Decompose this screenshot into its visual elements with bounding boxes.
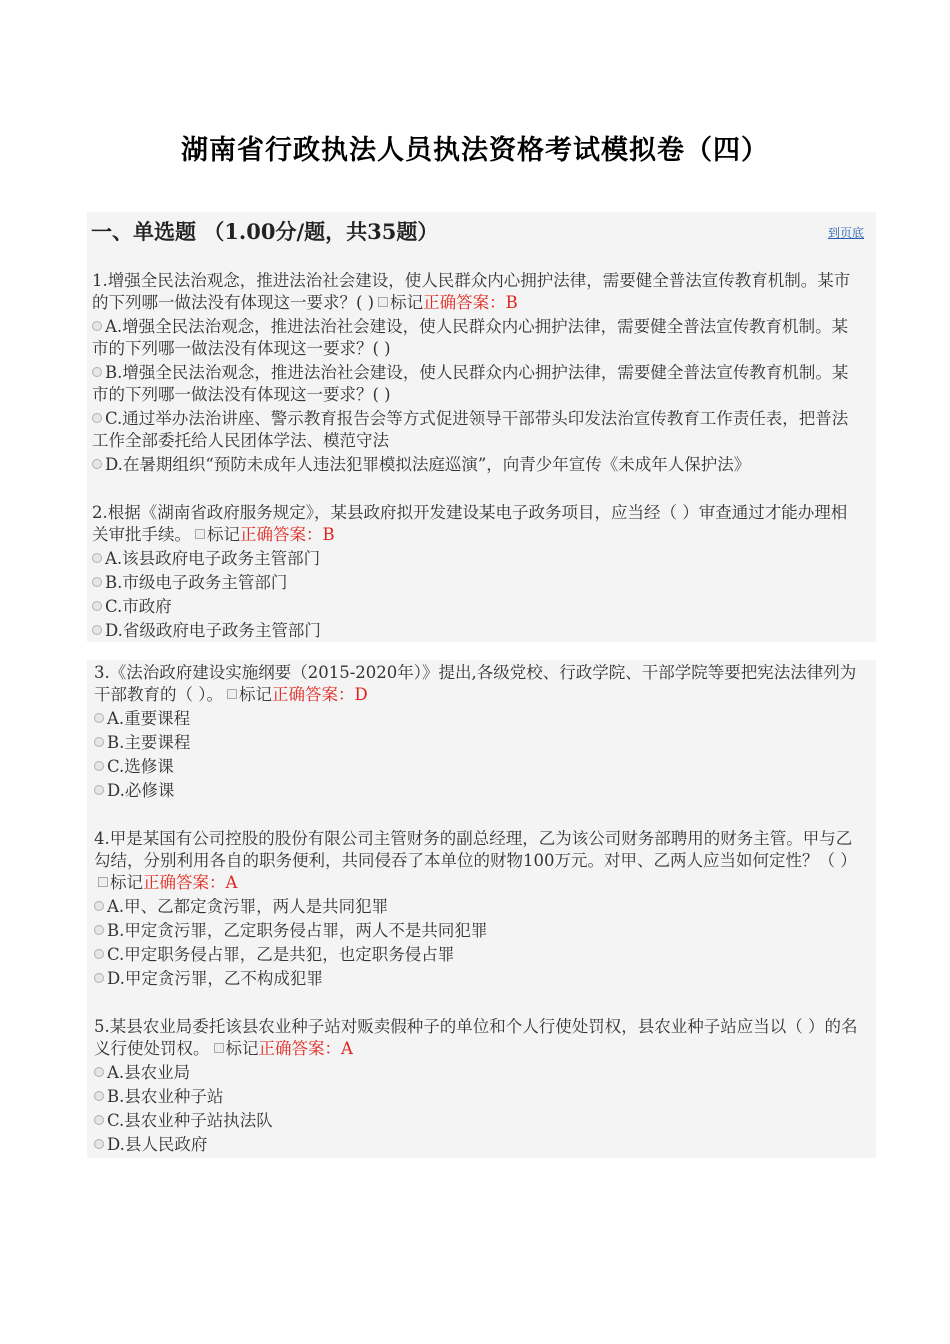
question-text: 4.甲是某国有公司控股的股份有限公司主管财务的副总经理，乙为该公司财务部聘用的财务主管。甲与乙勾结，分别利用各自的职务便利，共同侵吞了本单位的财物100万元。对甲、乙两人应当如何定性？（ ）: [94, 829, 857, 870]
radio-icon[interactable]: [92, 459, 102, 469]
option-d[interactable]: D.县人民政府: [94, 1134, 862, 1156]
correct-answer: 正确答案：A: [143, 873, 238, 892]
option-c[interactable]: C.甲定职务侵占罪，乙是共犯，也定职务侵占罪: [94, 944, 862, 966]
option-c[interactable]: C.县农业种子站执法队: [94, 1110, 862, 1132]
document-title: 湖南省行政执法人员执法资格考试模拟卷（四）: [181, 135, 769, 166]
radio-icon[interactable]: [94, 973, 104, 983]
question-text: 1.增强全民法治观念，推进法治社会建设，使人民群众内心拥护法律，需要健全普法宣传教育机制。某市的下列哪一做法没有体现这一要求？( ): [92, 271, 851, 312]
correct-answer: 正确答案：B: [240, 525, 335, 544]
option-list: [94, 708, 862, 802]
option-list: [94, 1062, 862, 1156]
radio-icon[interactable]: [94, 949, 104, 959]
mark-label: 标记: [225, 1039, 259, 1058]
option-list: [92, 548, 862, 642]
option-list: [94, 896, 862, 990]
option-list: [92, 316, 862, 476]
section-title: 一、单选题 （1.00分/题，共35题）: [91, 219, 439, 244]
option-c[interactable]: C.选修课: [94, 756, 862, 778]
mark-checkbox[interactable]: [214, 1043, 224, 1053]
mark-label: 标记: [110, 873, 143, 892]
correct-answer: 正确答案：B: [423, 293, 518, 312]
option-a[interactable]: A.增强全民法治观念，推进法治社会建设，使人民群众内心拥护法律，需要健全普法宣传教育机制。某市的下列哪一做法没有体现这一要求？( ): [92, 317, 849, 358]
radio-icon[interactable]: [94, 925, 104, 935]
option-a[interactable]: A.甲、乙都定贪污罪，两人是共同犯罪: [94, 896, 862, 918]
correct-answer: 正确答案：D: [272, 685, 368, 704]
mark-label: 标记: [207, 525, 240, 544]
question-panel-2: [87, 660, 876, 1158]
radio-icon[interactable]: [92, 413, 102, 423]
option-a[interactable]: A.重要课程: [94, 708, 862, 730]
radio-icon[interactable]: [92, 553, 102, 563]
mark-checkbox[interactable]: [227, 689, 237, 699]
question-text: 3.《法治政府建设实施纲要（2015-2020年）》提出,各级党校、行政学院、干部学院等要把宪法法律列为干部教育的（ ）。: [94, 663, 857, 704]
to-bottom-link[interactable]: 到页底: [827, 226, 864, 240]
question-1: [87, 270, 876, 476]
option-d[interactable]: D.甲定贪污罪，乙不构成犯罪: [94, 968, 862, 990]
radio-icon[interactable]: [92, 321, 102, 331]
mark-checkbox[interactable]: [378, 297, 388, 307]
option-d[interactable]: D.必修课: [94, 780, 862, 802]
question-5: [87, 1016, 876, 1156]
radio-icon[interactable]: [94, 1139, 104, 1149]
mark-label: 标记: [390, 293, 424, 312]
radio-icon[interactable]: [92, 577, 102, 587]
question-text: 5.某县农业局委托该县农业种子站对贩卖假种子的单位和个人行使处罚权，县农业种子站应当以（ ）的名义行使处罚权。: [94, 1017, 858, 1058]
question-2: [87, 502, 876, 642]
radio-icon[interactable]: [94, 737, 104, 747]
option-c[interactable]: C.市政府: [92, 596, 862, 618]
option-b[interactable]: B.增强全民法治观念，推进法治社会建设，使人民群众内心拥护法律，需要健全普法宣传教育机制。某市的下列哪一做法没有体现这一要求？( ): [92, 363, 849, 404]
option-b[interactable]: B.市级电子政务主管部门: [92, 572, 862, 594]
question-4: [87, 828, 876, 990]
radio-icon[interactable]: [94, 1091, 104, 1101]
option-c[interactable]: C.通过举办法治讲座、警示教育报告会等方式促进领导干部带头印发法治宣传教育工作责任表，把普法工作全部委托给人民团体学法、模范守法: [92, 409, 849, 450]
section-header: [87, 212, 876, 250]
option-b[interactable]: B.主要课程: [94, 732, 862, 754]
option-a[interactable]: A.县农业局: [94, 1062, 862, 1084]
question-3: [87, 662, 876, 802]
option-b[interactable]: B.县农业种子站: [94, 1086, 862, 1108]
question-panel-1: [87, 212, 876, 642]
radio-icon[interactable]: [92, 367, 102, 377]
radio-icon[interactable]: [92, 625, 102, 635]
option-d[interactable]: D.省级政府电子政务主管部门: [92, 620, 862, 642]
radio-icon[interactable]: [94, 1067, 104, 1077]
radio-icon[interactable]: [94, 761, 104, 771]
radio-icon[interactable]: [94, 1115, 104, 1125]
question-text: 2.根据《湖南省政府服务规定》，某县政府拟开发建设某电子政务项目，应当经（ ）审查通过才能办理相关审批手续。: [92, 503, 848, 544]
option-d[interactable]: D.在暑期组织“预防未成年人违法犯罪模拟法庭巡演”，向青少年宣传《未成年人保护法》: [92, 454, 862, 476]
option-a[interactable]: A.该县政府电子政务主管部门: [92, 548, 862, 570]
radio-icon[interactable]: [92, 601, 102, 611]
radio-icon[interactable]: [94, 785, 104, 795]
mark-checkbox[interactable]: [98, 877, 108, 887]
correct-answer: 正确答案：A: [258, 1039, 353, 1058]
option-b[interactable]: B.甲定贪污罪，乙定职务侵占罪，两人不是共同犯罪: [94, 920, 862, 942]
radio-icon[interactable]: [94, 713, 104, 723]
mark-checkbox[interactable]: [195, 529, 205, 539]
radio-icon[interactable]: [94, 901, 104, 911]
mark-label: 标记: [239, 685, 272, 704]
